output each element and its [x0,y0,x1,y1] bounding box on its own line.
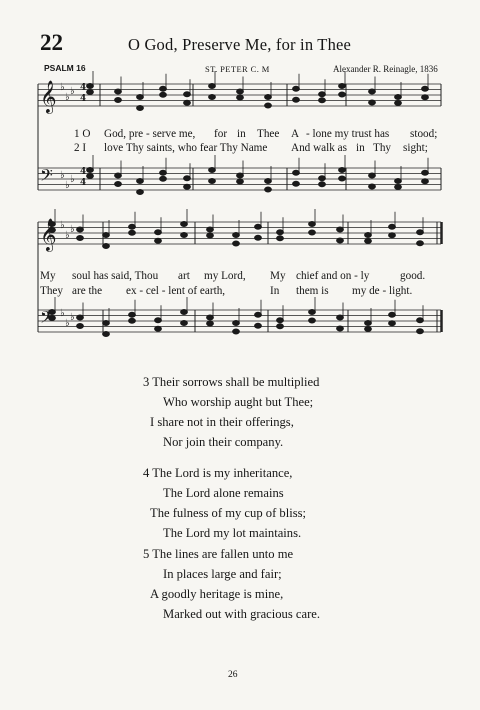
verse-line: Marked out with gracious care. [163,607,321,621]
lyric-syllable: good. [400,270,426,282]
verse-line: A goodly heritage is mine, [150,587,284,601]
lyric-syllable: In [270,285,280,297]
lyric-syllable: in [356,142,365,154]
lyric-syllable: love Thy saints, who fear Thy Name [104,142,268,154]
lyric-syllable: in [237,128,246,140]
svg-text:4: 4 [80,178,87,188]
lyric-syllable: My [270,270,286,282]
verse-line: 3 Their sorrows shall be multiplied [143,375,320,389]
lyric-syllable: my Lord, [204,270,246,282]
svg-text:♭: ♭ [60,220,65,231]
lyric-syllable: Thee [257,128,280,140]
verse-line: The Lord alone remains [163,486,284,500]
svg-text:𝄢: 𝄢 [40,307,53,331]
lyric-syllable: them is [296,285,329,297]
hymn-title: O God, Preserve Me, for in Thee [128,35,352,54]
svg-text:4: 4 [80,94,87,104]
svg-text:♭: ♭ [65,180,70,191]
lyric-syllable: My [40,270,56,282]
lyric-syllable: art [178,270,190,282]
lyric-syllable: sight; [403,142,428,154]
lyric-syllable: Thy [373,142,392,154]
lyric-syllable: They [40,285,63,297]
verse-line: The Lord my lot maintains. [163,526,302,540]
page-number: 26 [228,670,238,680]
verse-line: Who worship aught but Thee; [163,395,314,409]
lyric-syllable: 2 I [74,142,87,154]
svg-text:4: 4 [80,167,87,177]
lyric-syllable: ex - cel - lent of earth, [126,285,226,297]
lyric-syllable: are the [72,285,103,297]
svg-text:♭: ♭ [60,170,65,181]
verse-line: 5 The lines are fallen unto me [143,547,294,561]
lyric-syllable: A [291,128,300,140]
hymn-number: 22 [40,30,63,55]
lyric-syllable: for [214,128,228,140]
verse-line: In places large and fair; [163,567,282,581]
tune-name: ST. PETER C. M [205,64,270,74]
svg-text:♭: ♭ [70,312,75,323]
lyric-syllable: soul has said, Thou [72,270,159,282]
svg-text:4: 4 [80,83,87,93]
svg-text:♭: ♭ [70,86,75,97]
svg-text:𝄞: 𝄞 [40,80,57,113]
svg-text:𝄢: 𝄢 [40,165,53,189]
lyric-syllable: my de - light. [352,285,413,297]
lyric-syllable: - lone my trust has [306,128,390,140]
lyric-syllable: 1 O [74,128,91,140]
lyric-syllable: stood; [410,128,438,140]
lyric-syllable: And walk as [291,142,347,154]
verse-line: Nor join their company. [163,435,284,449]
svg-text:𝄞: 𝄞 [40,218,57,251]
lyric-syllable: chief and on - ly [296,270,370,282]
svg-text:♭: ♭ [70,224,75,235]
lyric-syllable: God, pre - serve me, [104,128,196,140]
svg-text:♭: ♭ [70,174,75,185]
verse-line: The fulness of my cup of bliss; [150,506,307,520]
svg-text:♭: ♭ [60,308,65,319]
svg-text:♭: ♭ [65,230,70,241]
composer-credit: Alexander R. Reinagle, 1836 [333,64,438,74]
verse-line: I share not in their offerings, [150,415,294,429]
svg-text:♭: ♭ [65,92,70,103]
verse-line: 4 The Lord is my inheritance, [143,466,293,480]
psalm-reference: PSALM 16 [44,63,86,73]
svg-text:♭: ♭ [60,82,65,93]
svg-text:♭: ♭ [65,318,70,329]
